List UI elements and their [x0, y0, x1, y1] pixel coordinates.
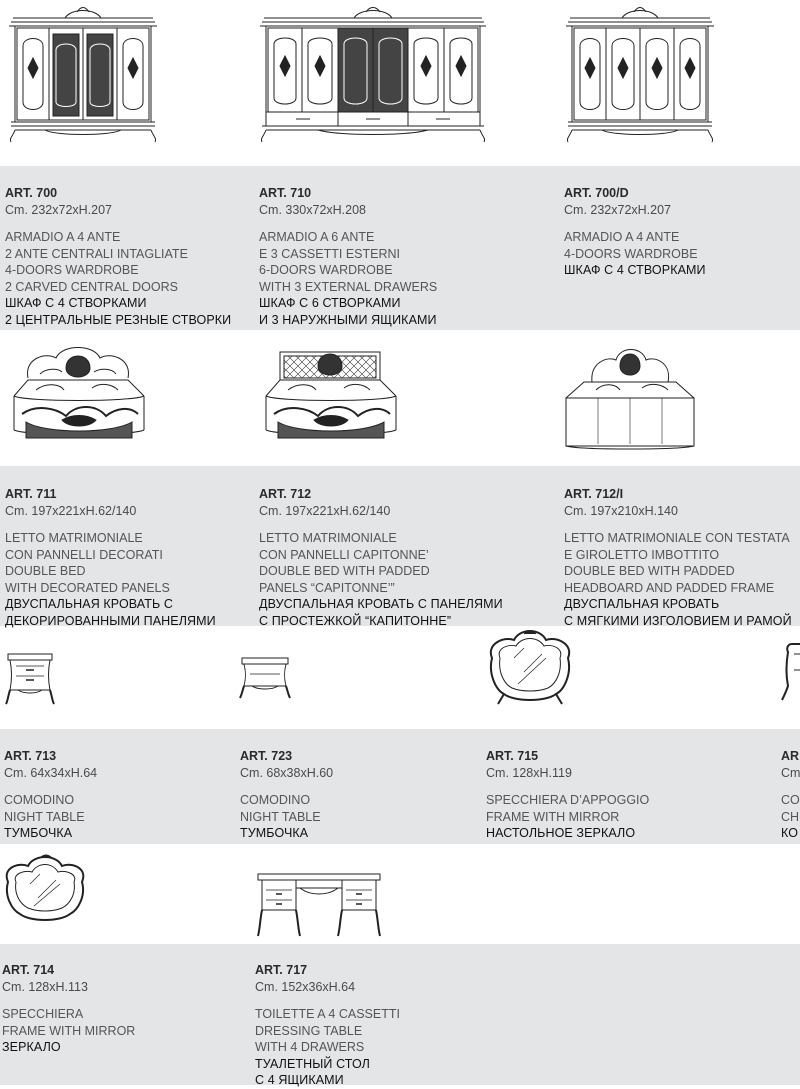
desc-line-ru: ШКАФ С 4 СТВОРКАМИ — [5, 296, 147, 310]
desc-line-ru: КО — [781, 826, 799, 840]
desc-line: CON PANNELLI CAPITONNE’ — [259, 547, 429, 562]
desc-line: PANELS “CAPITONNE’” — [259, 580, 395, 595]
desc-line: FRAME WITH MIRROR — [486, 809, 620, 824]
desc-line: 6-DOORS WARDROBE — [259, 263, 393, 277]
dimensions: Cm. 128xH.113 — [2, 979, 88, 994]
product-art-723 — [240, 748, 333, 842]
desc-line: LETTO MATRIMONIALE — [259, 531, 397, 545]
art-code: ART. 700 — [5, 186, 58, 200]
dimensions: Cm. 64x34xH.64 — [4, 765, 98, 780]
desc-line: CON PANNELLI DECORATI — [5, 547, 163, 562]
product-art-717 — [255, 962, 400, 1089]
product-art-712-i — [564, 486, 792, 629]
art-code: AR — [781, 749, 800, 763]
product-art-712 — [259, 486, 503, 629]
desc-line: TOILETTE A 4 CASSETTI — [255, 1007, 400, 1021]
desc-line: E 3 CASSETTI ESTERNI — [259, 246, 401, 261]
desc-line: WITH DECORATED PANELS — [5, 580, 170, 595]
desc-line-ru: ТУМБОЧКА — [240, 826, 309, 840]
desc-line: 4-DOORS WARDROBE — [5, 263, 139, 277]
product-art-713 — [4, 748, 97, 842]
product-art-700-d — [564, 185, 706, 279]
product-art-714 — [2, 962, 135, 1056]
dressing-table-717-illustration — [254, 870, 384, 940]
desc-line-ru: ДЕКОРИРОВАННЫМИ ПАНЕЛЯМИ — [5, 613, 216, 628]
wardrobe-4-doors-illustration — [562, 6, 718, 146]
desc-line-ru: ТУАЛЕТНЫЙ СТОЛ — [255, 1056, 370, 1071]
dimensions: Cm — [781, 765, 800, 780]
art-code: ART. 712/I — [564, 487, 624, 501]
night-table-723-illustration — [238, 656, 292, 700]
desc-line: LETTO MATRIMONIALE CON TESTATA — [564, 531, 790, 545]
art-code: ART. 712 — [259, 487, 312, 501]
desc-line: DOUBLE BED WITH PADDED — [564, 564, 735, 578]
desc-line-ru: С ПРОСТЕЖКОЙ “КАПИТОННЕ” — [259, 613, 452, 628]
desc-line: FRAME WITH MIRROR — [2, 1023, 136, 1038]
art-code: ART. 717 — [255, 963, 308, 977]
art-code: ART. 713 — [4, 749, 57, 763]
product-art-710 — [259, 185, 437, 328]
desc-line: CH — [781, 809, 800, 824]
dimensions: Cm. 232x72xH.207 — [564, 202, 672, 217]
product-art-711 — [5, 486, 216, 629]
desc-line-ru: 2 ЦЕНТРАЛЬНЫЕ РЕЗНЫЕ СТВОРКИ — [5, 312, 232, 327]
double-bed-capitonne-illustration — [258, 338, 404, 448]
art-code: ART. 714 — [2, 963, 55, 977]
desc-line: 4-DOORS WARDROBE — [564, 246, 698, 261]
dimensions: Cm. 128xH.119 — [486, 765, 572, 780]
desc-line: SPECCHIERA D’APPOGGIO — [486, 793, 650, 807]
desc-line-ru: ТУМБОЧКА — [4, 826, 73, 840]
desc-line: WITH 4 DRAWERS — [255, 1040, 365, 1054]
desc-line-ru: ДВУСПАЛЬНАЯ КРОВАТЬ С — [5, 597, 174, 611]
desc-line: E GIROLETTO IMBOTTITO — [564, 547, 720, 562]
desc-line: ARMADIO A 4 ANTE — [564, 230, 680, 244]
desc-line: ARMADIO A 4 ANTE — [5, 230, 121, 244]
art-code: ART. 711 — [5, 487, 57, 501]
desc-line-ru: ШКАФ С 6 СТВОРКАМИ — [259, 296, 401, 310]
desc-line-ru: С 4 ЯЩИКАМИ — [255, 1073, 344, 1087]
desc-line: COMODINO — [240, 793, 311, 807]
mirror-714-illustration — [2, 854, 88, 924]
dimensions: Cm. 68x38xH.60 — [240, 765, 334, 780]
double-bed-padded-illustration — [562, 338, 698, 448]
desc-line: ARMADIO A 6 ANTE — [259, 230, 375, 244]
dimensions: Cm. 330x72xH.208 — [259, 202, 367, 217]
standing-mirror-715-illustration — [484, 628, 576, 706]
desc-line: WITH 3 EXTERNAL DRAWERS — [259, 279, 438, 294]
product-art-715 — [486, 748, 649, 842]
desc-line: DOUBLE BED — [5, 564, 86, 578]
desc-line-ru: НАСТОЛЬНОЕ ЗЕРКАЛО — [486, 826, 636, 840]
wardrobe-4-doors-carved-illustration — [5, 6, 161, 146]
dimensions: Cm. 152x36xH.64 — [255, 979, 356, 994]
desc-line: 2 CARVED CENTRAL DOORS — [5, 279, 178, 294]
row-band-3 — [0, 729, 800, 844]
desc-line: NIGHT TABLE — [4, 809, 85, 824]
desc-line-ru: ШКАФ С 4 СТВОРКАМИ — [564, 263, 706, 277]
dimensions: Cm. 197x210xH.140 — [564, 503, 678, 518]
double-bed-decorated-illustration — [6, 338, 152, 448]
night-table-713-illustration — [4, 650, 58, 706]
partial-furniture-illustration — [780, 640, 800, 702]
dimensions: Cm. 197x221xH.62/140 — [5, 503, 137, 518]
desc-line: LETTO MATRIMONIALE — [5, 531, 143, 545]
desc-line: DRESSING TABLE — [255, 1023, 363, 1038]
desc-line-ru: И 3 НАРУЖНЫМИ ЯЩИКАМИ — [259, 312, 437, 327]
product-partial — [781, 748, 800, 842]
desc-line: NIGHT TABLE — [240, 809, 321, 824]
desc-line: SPECCHIERA — [2, 1007, 84, 1021]
desc-line-ru: ДВУСПАЛЬНАЯ КРОВАТЬ — [564, 597, 720, 611]
desc-line: HEADBOARD AND PADDED FRAME — [564, 580, 775, 595]
dimensions: Cm. 232x72xH.207 — [5, 202, 113, 217]
dimensions: Cm. 197x221xH.62/140 — [259, 503, 391, 518]
desc-line: COMODINO — [4, 793, 75, 807]
desc-line: 2 ANTE CENTRALI INTAGLIATE — [5, 246, 188, 261]
art-code: ART. 700/D — [564, 186, 629, 200]
desc-line-ru: ЗЕРКАЛО — [2, 1040, 61, 1054]
desc-line-ru: ДВУСПАЛЬНАЯ КРОВАТЬ С ПАНЕЛЯМИ — [259, 597, 503, 611]
wardrobe-6-doors-illustration — [258, 6, 488, 146]
desc-line: CO — [781, 793, 800, 807]
art-code: ART. 710 — [259, 186, 312, 200]
product-art-700 — [5, 185, 231, 328]
art-code: ART. 723 — [240, 749, 293, 763]
art-code: ART. 715 — [486, 749, 539, 763]
desc-line: DOUBLE BED WITH PADDED — [259, 564, 430, 578]
desc-line-ru: С МЯГКИМИ ИЗГОЛОВИЕМ И РАМОЙ — [564, 613, 792, 628]
